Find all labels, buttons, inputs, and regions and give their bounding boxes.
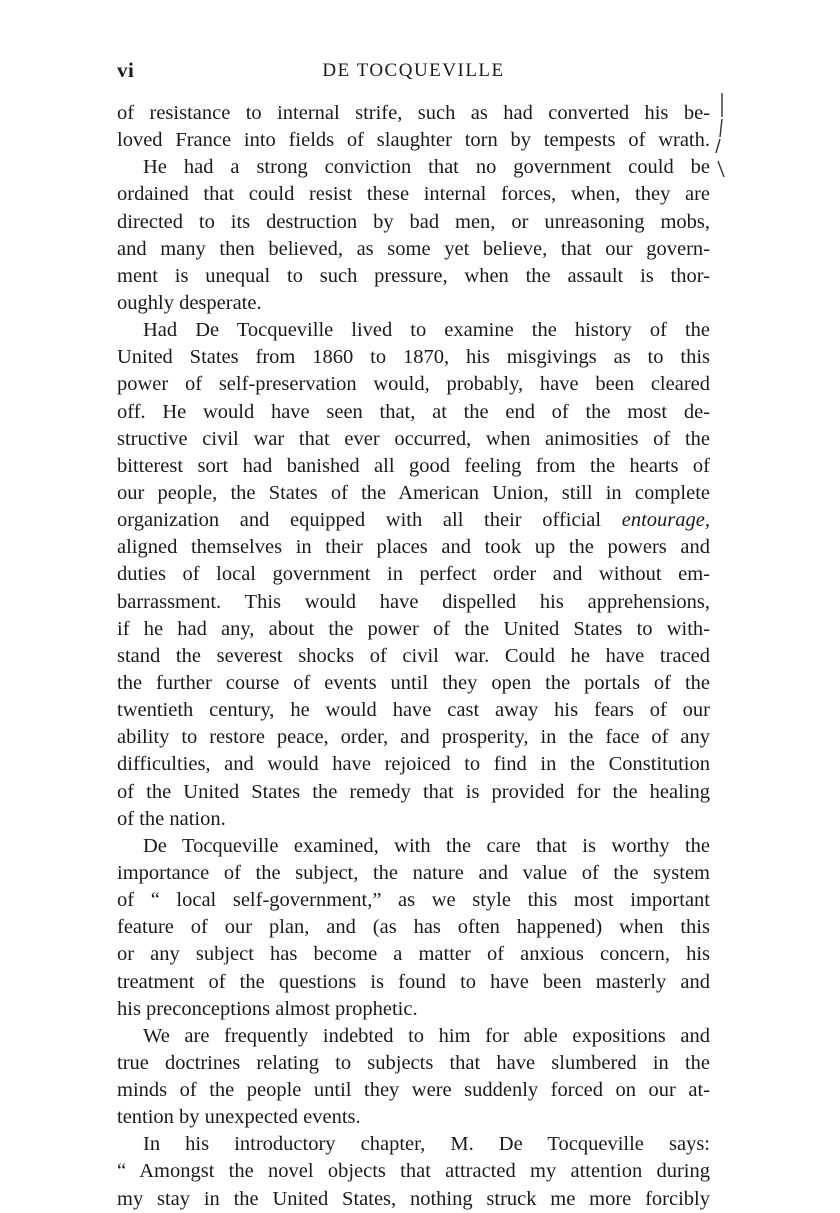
text-line: ment is unequal to such pressure, when the assault is thor- [117, 264, 710, 287]
running-title: DE TOCQUEVILLE [322, 60, 505, 81]
text-line: directed to its destruction by bad men, or unreasoning mobs, [117, 210, 710, 233]
text-line: my stay in the United States, nothing struck me more forcibly [117, 1187, 710, 1210]
text-line: loved France into fields of slaughter torn by tempests of wrath. [117, 129, 710, 152]
text-line: importance of the subject, the nature and value of the system [117, 861, 710, 884]
text-line: aligned themselves in their places and took up the powers and [117, 536, 710, 559]
text-line-with-italic [117, 507, 710, 534]
text-line: twentieth century, he would have cast away his fears of our [117, 699, 710, 722]
margin-bracket-mark [714, 91, 730, 181]
text-line: and many then believed, as some yet believe, that our govern- [117, 237, 710, 260]
text-line: of “ local self-government,” as we style this most important [117, 889, 710, 912]
text-line: if he had any, about the power of the United States to with- [117, 617, 710, 640]
text-line: structive civil war that ever occurred, when animosities of the [117, 427, 710, 450]
text-line: barrassment. This would have dispelled his apprehensions, [117, 590, 710, 613]
text-line: bitterest sort had banished all good feeling from the hearts of [117, 454, 710, 477]
paragraph-start-line: He had a strong conviction that no government could be [143, 156, 710, 179]
text-line: or any subject has become a matter of anxious concern, his [117, 943, 710, 966]
line-text: organization and equipped with all their official [117, 509, 602, 532]
text-line: of the United States the remedy that is provided for the healing [117, 780, 710, 803]
text-line: power of self-preservation would, probably, have been cleared [117, 373, 710, 396]
text-line: duties of local government in perfect order and without em- [117, 563, 710, 586]
text-line: of resistance to internal strife, such as had converted his be- [117, 102, 710, 124]
paragraph-start-line: De Tocqueville examined, with the care that is worthy the [143, 834, 710, 857]
text-line: off. He would have seen that, at the end of the most de- [117, 400, 710, 423]
body-text [117, 100, 710, 1213]
text-line: true doctrines relating to subjects that have slumbered in the [117, 1051, 710, 1074]
text-line: our people, the States of the American Union, still in complete [117, 481, 710, 504]
italic-word: entourage, [621, 509, 710, 532]
text-line: stand the severest shocks of civil war. Could he have traced [117, 644, 710, 667]
paragraph-start-line: In his introductory chapter, M. De Tocqueville says: [143, 1133, 710, 1156]
text-line: difficulties, and would have rejoiced to find in the Constitution [117, 753, 710, 776]
paragraph-end-line: oughly desperate. [117, 291, 262, 314]
text-line: “ Amongst the novel objects that attracted my attention during [117, 1160, 710, 1183]
page-number: vi [117, 58, 135, 82]
text-line: the further course of events until they open the portals of the [117, 671, 710, 694]
paragraph-start-line: Had De Tocqueville lived to examine the history of the [143, 319, 710, 342]
text-line: ordained that could resist these internal forces, when, they are [117, 183, 710, 206]
text-line: minds of the people until they were suddenly forced on our at- [117, 1079, 710, 1102]
text-line: United States from 1860 to 1870, his misgivings as to this [117, 346, 710, 369]
paragraph-end-line: of the nation. [117, 807, 226, 830]
paragraph-end-line: tention by unexpected events. [117, 1106, 361, 1129]
running-header [117, 58, 710, 88]
text-line: treatment of the questions is found to have been masterly and [117, 970, 710, 993]
text-line: ability to restore peace, order, and prosperity, in the face of any [117, 726, 710, 749]
paragraph-end-line: his preconceptions almost prophetic. [117, 997, 418, 1020]
text-line: feature of our plan, and (as has often happened) when this [117, 916, 710, 939]
paragraph-start-line: We are frequently indebted to him for able expositions and [143, 1024, 710, 1047]
